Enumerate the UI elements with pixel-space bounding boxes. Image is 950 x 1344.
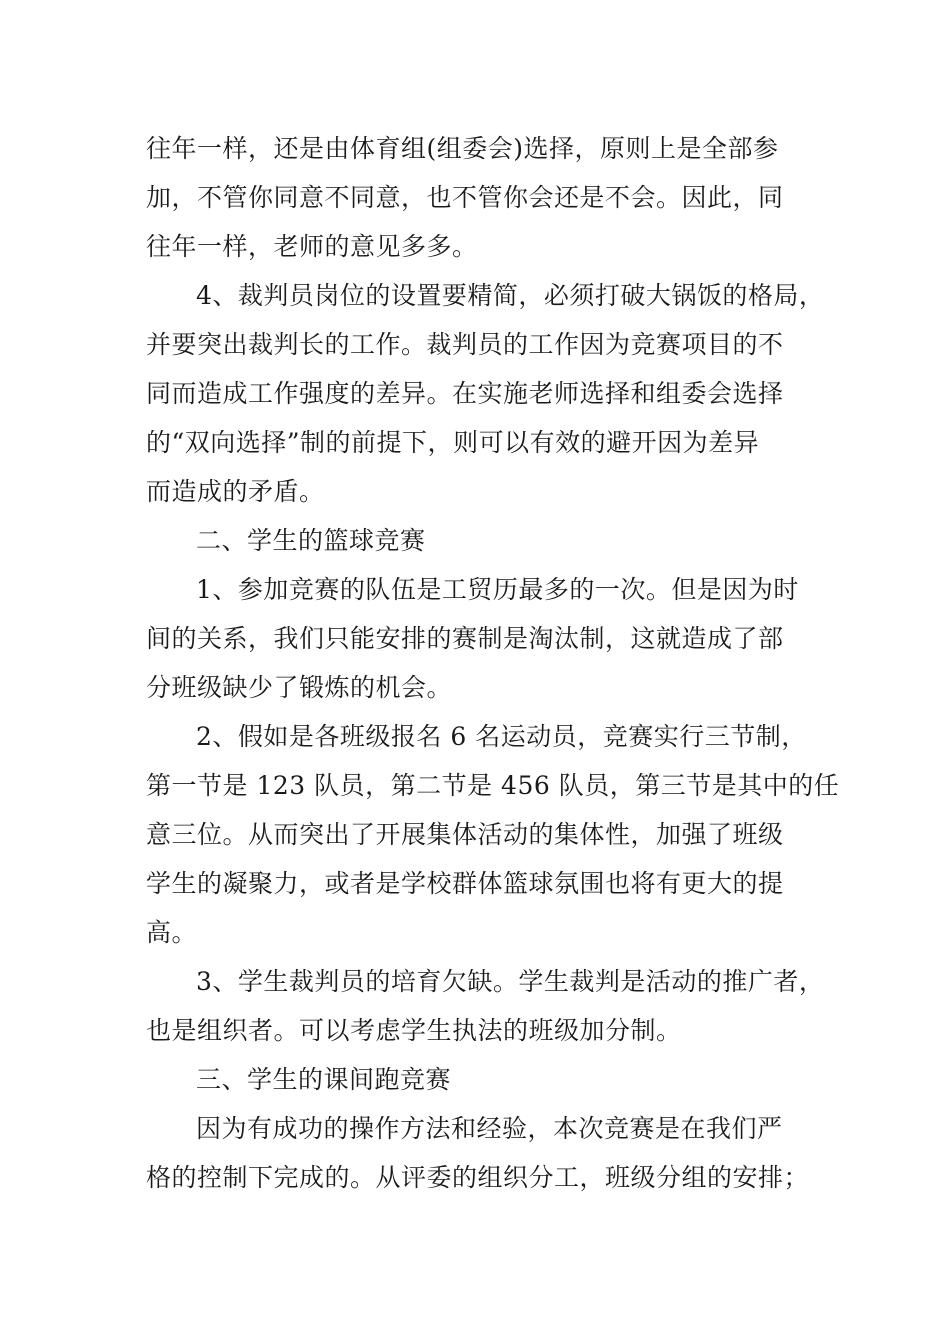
text-line: 4、裁判员岗位的设置要精简，必须打破大锅饭的格局，: [196, 281, 825, 310]
text-line: 1、参加竞赛的队伍是工贸历最多的一次。但是因为时: [196, 575, 799, 604]
text-line: 往年一样，还是由体育组(组委会)选择，原则上是全部参: [146, 134, 779, 163]
text-line: 分班级缺少了锻炼的机会。: [146, 673, 453, 702]
text-line: 因为有成功的操作方法和经验，本次竞赛是在我们严: [196, 1114, 783, 1143]
text-line: 而造成的矛盾。: [146, 477, 325, 506]
text-line: 加，不管你同意不同意，也不管你会还是不会。因此，同: [146, 183, 784, 212]
text-line: 高。: [146, 918, 198, 947]
text-line: 学生的凝聚力，或者是学校群体篮球氛围也将有更大的提: [146, 869, 784, 898]
text-line: 并要突出裁判长的工作。裁判员的工作因为竞赛项目的不: [146, 330, 784, 359]
document-body: [146, 124, 840, 1202]
text-line: 第一节是 123 队员，第二节是 456 队员，第三节是其中的任: [146, 771, 840, 800]
text-line: 意三位。从而突出了开展集体活动的集体性，加强了班级: [146, 820, 784, 849]
text-line: 同而造成工作强度的差异。在实施老师选择和组委会选择: [146, 379, 784, 408]
section-heading: 二、学生的篮球竞赛: [196, 526, 426, 555]
section-heading: 三、学生的课间跑竞赛: [196, 1065, 452, 1094]
text-line: 格的控制下完成的。从评委的组织分工，班级分组的安排；: [146, 1163, 810, 1192]
text-line: 也是组织者。可以考虑学生执法的班级加分制。: [146, 1016, 682, 1045]
text-line: 的“双向选择”制的前提下，则可以有效的避开因为差异: [146, 428, 760, 457]
text-line: 间的关系，我们只能安排的赛制是淘汰制，这就造成了部: [146, 624, 784, 653]
text-line: 3、学生裁判员的培育欠缺。学生裁判是活动的推广者，: [196, 967, 825, 996]
text-line: 往年一样，老师的意见多多。: [146, 232, 478, 261]
text-line: 2、假如是各班级报名 6 名运动员，竞赛实行三节制，: [196, 722, 807, 751]
